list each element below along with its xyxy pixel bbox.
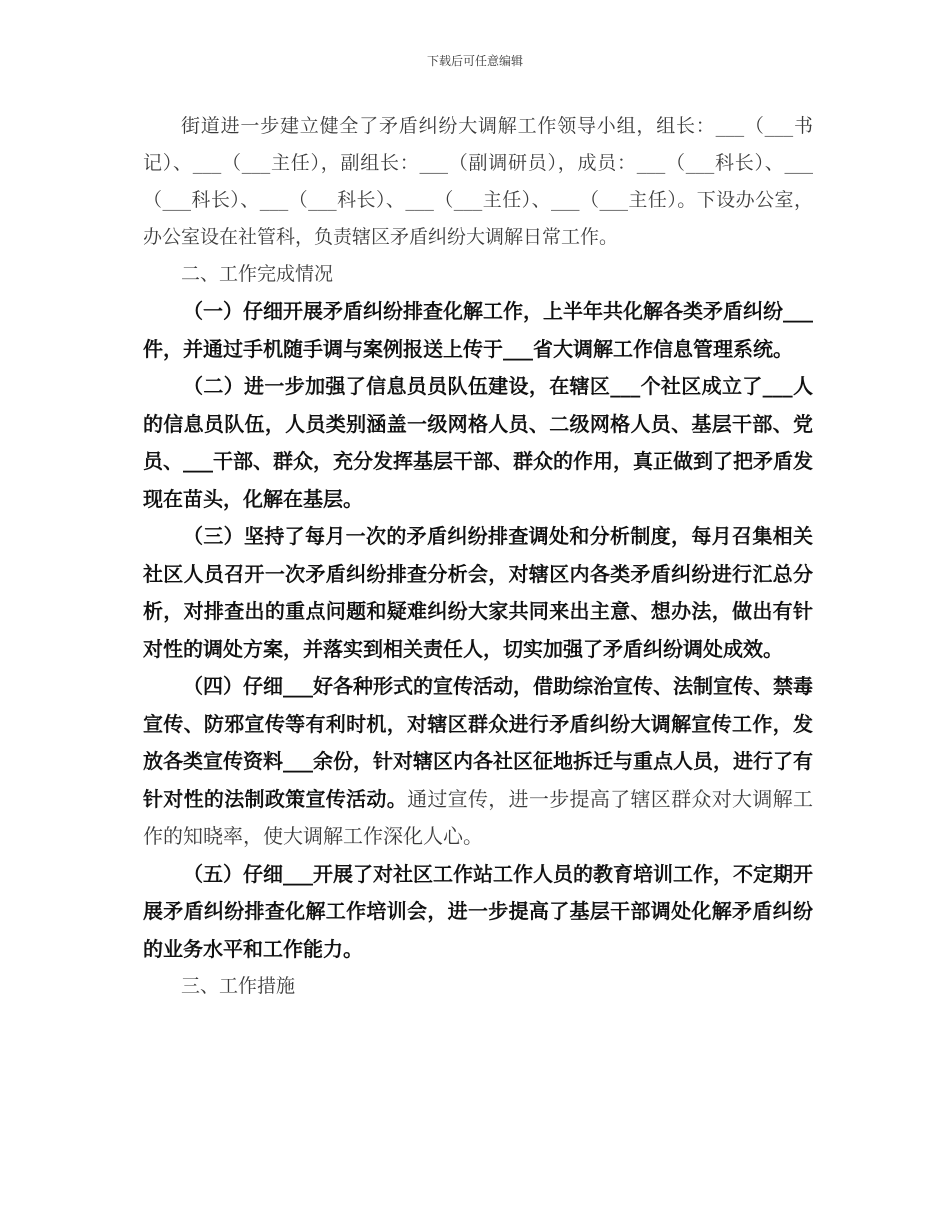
section-heading-work-completion: 二、工作完成情况 bbox=[181, 263, 334, 285]
paragraph-item-5: （五）仔细___开展了对社区工作站工作人员的教育培训工作，不定期开展矛盾纠纷排查化解工作培训会，进一步提高了基层干部调处化解矛盾纠纷的业务水平和工作能力。 bbox=[143, 861, 813, 961]
paragraph-item-4-bold: （四）仔细___好各种形式的宣传活动，借助综治宣传、法制宣传、禁毒宣传、防邪宣传等有利时机，对辖区群众进行矛盾纠纷大调解宣传工作，发放各类宣传资料___余份，针对辖区内各社区征地拆迁与重点人员，进行了有针对性的法制政策宣传活动。 bbox=[143, 674, 813, 811]
paragraph-item-4-light: 通过宣传，进一步提高了辖区群众对大调解工作的知晓率，使大调解工作深化人心。 bbox=[143, 786, 813, 848]
section-heading-measures: 三、工作措施 bbox=[181, 975, 296, 997]
paragraph-item-1: （一）仔细开展矛盾纠纷排查化解工作，上半年共化解各类矛盾纠纷___件，并通过手机随手调与案例报送上传于___省大调解工作信息管理系统。 bbox=[143, 299, 813, 361]
paragraph-item-4 bbox=[143, 668, 813, 856]
paragraph-item-3: （三）坚持了每月一次的矛盾纠纷排查调处和分析制度，每月召集相关社区人员召开一次矛盾纠纷排查分析会，对辖区内各类矛盾纠纷进行汇总分析，对排查出的重点问题和疑难纠纷大家共同来出主意、想办法，做出有针对性的调处方案，并落实到相关责任人，切实加强了矛盾纠纷调处成效。 bbox=[143, 524, 813, 661]
paragraph-item-2: （二）进一步加强了信息员员队伍建设，在辖区___个社区成立了___人的信息员队伍，人员类别涵盖一级网格人员、二级网格人员、基层干部、党员、___干部、群众，充分发挥基层干部、群众的作用，真正做到了把矛盾发现在苗头，化解在基层。 bbox=[143, 374, 813, 511]
document-body bbox=[143, 108, 813, 1005]
page-header: 下载后可任意编辑 bbox=[426, 54, 523, 68]
paragraph-leadership-group: 街道进一步建立健全了矛盾纠纷大调解工作领导小组，组长：___（___书记）、___（___主任），副组长：___（副调研员），成员：___（___科长）、___（___科长）、___（___科长）、___（___主任）、___（___主任）。下设办公室，办公室设在社管科，负责辖区矛盾纠纷大调解日常工作。 bbox=[143, 115, 813, 248]
